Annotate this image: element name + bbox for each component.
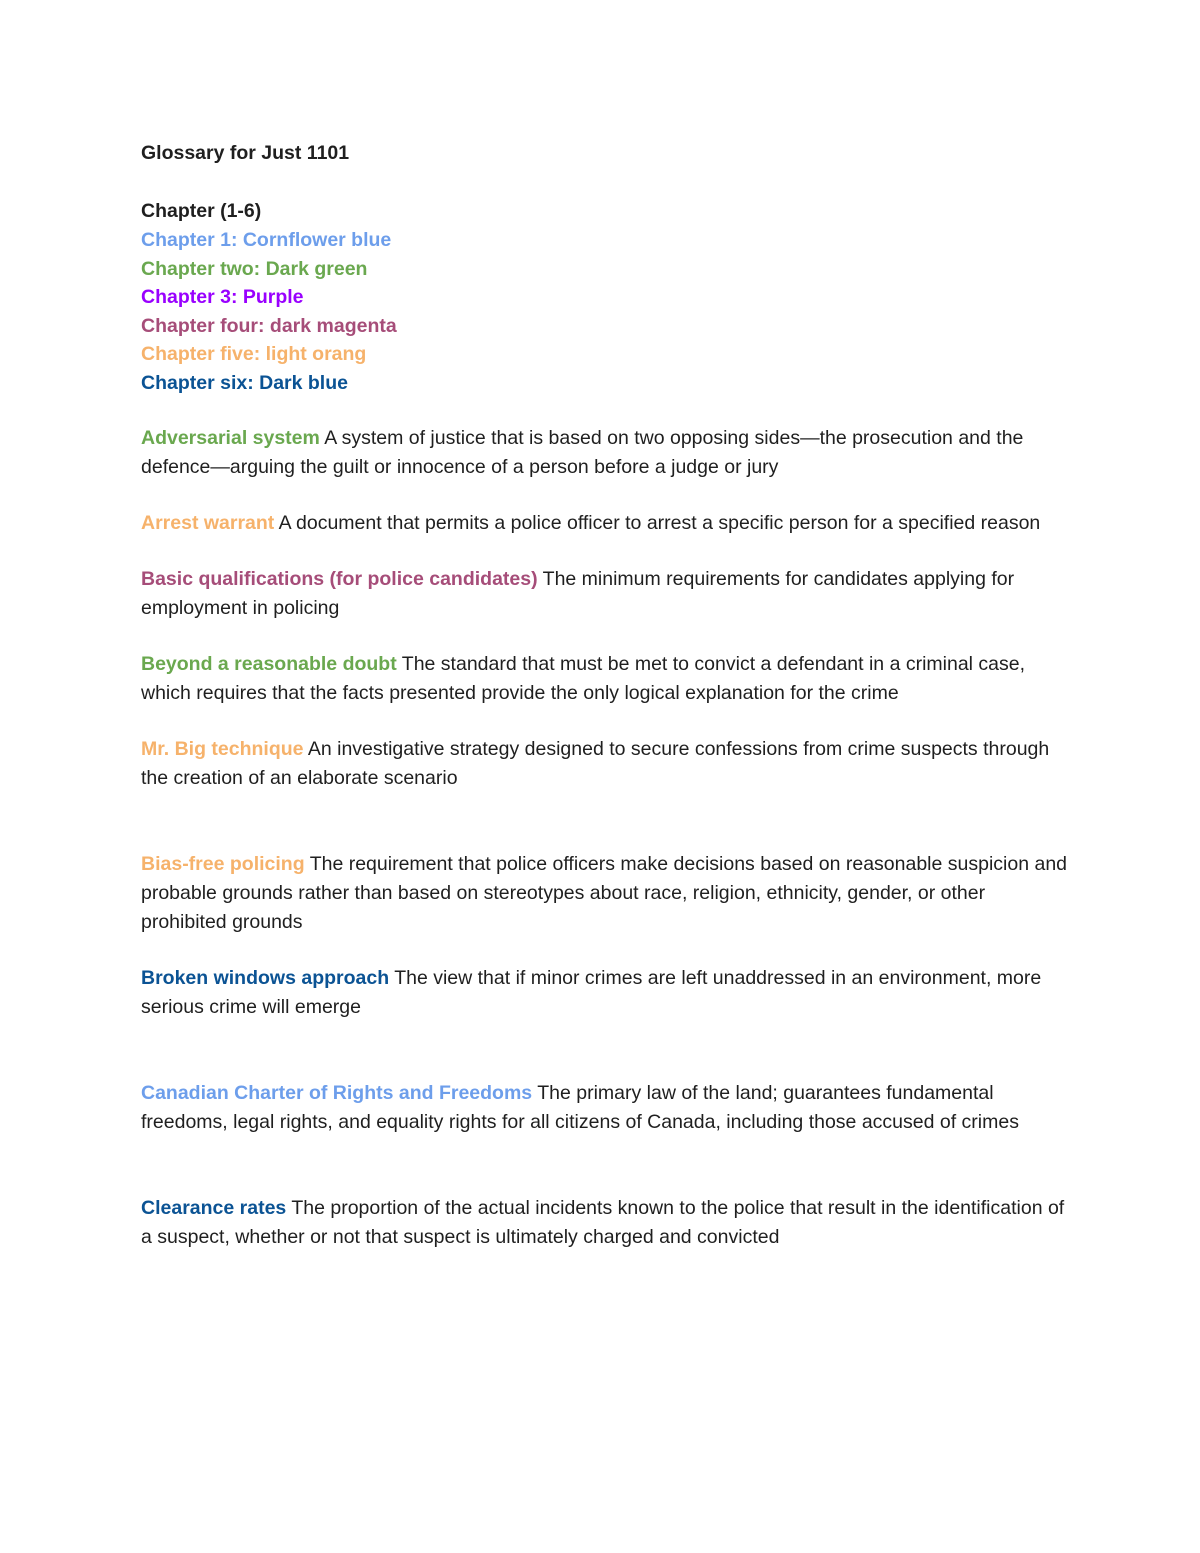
glossary-definition: A system of justice that is based on two opposing sides—the prosecution and the defence—arguing the guilt or innocence of a person before a judge or jury — [141, 427, 1024, 478]
document-body — [141, 139, 1071, 1252]
glossary-term: Canadian Charter of Rights and Freedoms — [141, 1082, 533, 1104]
glossary-entry-beyond-reasonable-doubt — [141, 650, 1071, 708]
glossary-definition: The standard that must be met to convict a defendant in a criminal case, which requires that the facts presented provide the only logical explanation for the crime — [141, 653, 1026, 704]
glossary-term: Broken windows approach — [141, 967, 390, 989]
glossary-definition: A document that permits a police officer to arrest a specific person for a specified reason — [274, 512, 1041, 534]
glossary-definition: The requirement that police officers make decisions based on reasonable suspicion and probable grounds rather than based on stereotypes about race, religion, ethnicity, gender, or other prohibited grounds — [141, 853, 1068, 933]
glossary-term: Clearance rates — [141, 1197, 287, 1219]
glossary-definition: The proportion of the actual incidents known to the police that result in the identification of a suspect, whether or not that suspect is ultimately charged and convicted — [141, 1197, 1065, 1248]
spacer — [141, 708, 1071, 735]
glossary-definition: The view that if minor crimes are left unaddressed in an environment, more serious crime will emerge — [141, 967, 1042, 1018]
chapter-color-legend — [141, 226, 1071, 397]
glossary-entry-mr-big-technique — [141, 735, 1071, 793]
spacer — [141, 623, 1071, 650]
chapter-range-heading: Chapter (1-6) — [141, 200, 262, 222]
glossary-entry-clearance-rates — [141, 1194, 1071, 1252]
legend-chapter-6: Chapter six: Dark blue — [141, 371, 348, 394]
glossary-entry-canadian-charter — [141, 1079, 1071, 1137]
glossary-definition: The primary law of the land; guarantees fundamental freedoms, legal rights, and equality rights for all citizens of Canada, including those accused of crimes — [141, 1082, 1019, 1133]
spacer — [141, 1137, 1071, 1194]
glossary-term: Beyond a reasonable doubt — [141, 653, 397, 675]
glossary-term: Arrest warrant — [141, 512, 275, 534]
spacer — [141, 397, 1071, 424]
spacer — [141, 937, 1071, 964]
legend-chapter-3: Chapter 3: Purple — [141, 286, 304, 308]
legend-chapter-2: Chapter two: Dark green — [141, 257, 368, 280]
glossary-term: Bias-free policing — [141, 853, 305, 875]
spacer — [141, 482, 1071, 509]
legend-chapter-5: Chapter five: light orang — [141, 343, 367, 365]
glossary-term: Adversarial system — [141, 427, 320, 449]
document-title: Glossary for Just 1101 — [141, 142, 350, 164]
glossary-entry-broken-windows-approach — [141, 964, 1071, 1022]
glossary-entry-adversarial-system — [141, 424, 1071, 482]
glossary-definition: An investigative strategy designed to secure confessions from crime suspects through the creation of an elaborate scenario — [141, 738, 1050, 789]
glossary-definition: The minimum requirements for candidates applying for employment in policing — [141, 568, 1015, 619]
spacer — [141, 1022, 1071, 1079]
glossary-term: Mr. Big technique — [141, 738, 304, 760]
glossary-entry-bias-free-policing — [141, 850, 1071, 937]
legend-chapter-4: Chapter four: dark magenta — [141, 314, 397, 337]
spacer — [141, 793, 1071, 850]
glossary-entry-arrest-warrant — [141, 509, 1071, 538]
spacer — [141, 538, 1071, 565]
spacer — [141, 168, 1071, 197]
glossary-entry-basic-qualifications — [141, 565, 1071, 623]
legend-chapter-1: Chapter 1: Cornflower blue — [141, 229, 392, 251]
glossary-term: Basic qualifications (for police candidates) — [141, 568, 538, 590]
